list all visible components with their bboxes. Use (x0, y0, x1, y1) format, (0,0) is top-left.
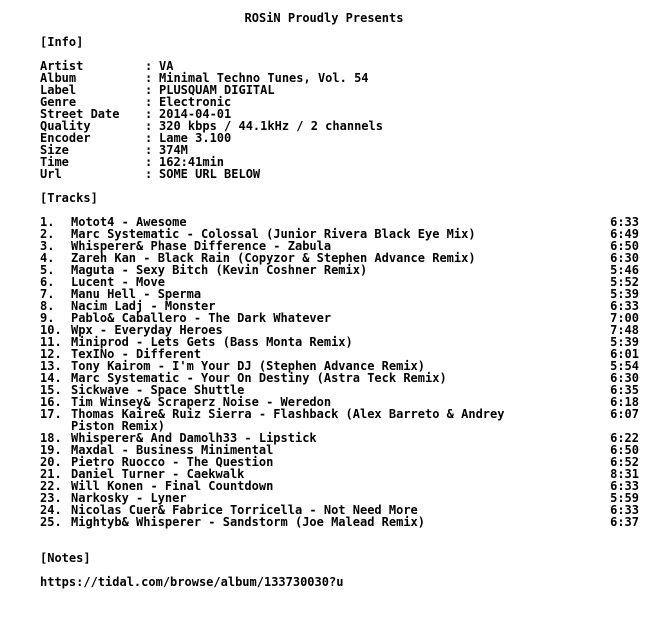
track-number: 23. (40, 491, 62, 505)
track-number: 14. (40, 371, 62, 385)
track-number: 10. (40, 323, 62, 337)
track-title: Maguta - Sexy Bitch (Kevin Coshner Remix) (71, 263, 368, 277)
track-title: Nicolas Cuer& Fabrice Torricella - Not Need More (71, 503, 418, 517)
page-title: ROSiN Proudly Presents (244, 11, 404, 25)
track-title: Marc Systematic - Colossal (Junior Rivera Black Eye Mix) (71, 227, 476, 241)
track-title: Pablo& Caballero - The Dark Whatever (71, 311, 332, 325)
info-row-encoder: Encoder : Lame 3.100 (40, 131, 232, 145)
track-duration: 6:33 (610, 503, 639, 517)
info-row-time: Time : 162:41min (40, 155, 225, 169)
track-title: Narkosky - Lyner (71, 491, 187, 505)
track-number: 2. (40, 227, 55, 241)
info-key: Size (40, 143, 69, 157)
track-duration: 6:35 (610, 383, 639, 397)
track-number: 21. (40, 467, 62, 481)
info-row-genre: Genre : Electronic (40, 95, 232, 109)
info-key: Encoder (40, 131, 91, 145)
track-duration: 6:33 (610, 479, 639, 493)
track-number: 25. (40, 515, 62, 529)
info-value: PLUSQUAM DIGITAL (159, 83, 275, 97)
info-row-size: Size : 374M (40, 143, 188, 157)
track-title-continuation: Piston Remix) (71, 419, 165, 433)
track-title: Maxdal - Business Minimental (71, 443, 274, 457)
track-duration: 7:48 (610, 323, 639, 337)
track-duration: 7:00 (610, 311, 639, 325)
track-duration: 6:49 (610, 227, 639, 241)
track-duration: 5:39 (610, 335, 639, 349)
track-duration: 5:54 (610, 359, 639, 373)
track-duration: 6:30 (610, 371, 639, 385)
track-number: 15. (40, 383, 62, 397)
track-title: Thomas Kaire& Ruiz Sierra - Flashback (Alex Barreto & Andrey (71, 407, 505, 421)
track-number: 18. (40, 431, 62, 445)
track-duration: 5:59 (610, 491, 639, 505)
track-duration: 6:22 (610, 431, 639, 445)
info-value: Electronic (159, 95, 232, 109)
track-number: 20. (40, 455, 62, 469)
track-number: 12. (40, 347, 62, 361)
track-title: Lucent - Move (71, 275, 165, 289)
info-value: 2014-04-01 (159, 107, 232, 121)
info-key: Genre (40, 95, 77, 109)
track-title: Whisperer& And Damolh33 - Lipstick (71, 431, 317, 445)
track-duration: 6:52 (610, 455, 639, 469)
track-duration: 6:18 (610, 395, 639, 409)
info-key: Quality (40, 119, 91, 133)
info-row-url: Url : SOME URL BELOW (40, 167, 261, 181)
track-number: 22. (40, 479, 62, 493)
info-row-quality: Quality : 320 kbps / 44.1kHz / 2 channels (40, 119, 383, 133)
info-value: Lame 3.100 (159, 131, 232, 145)
tracks-heading: [Tracks] (40, 191, 98, 205)
info-key: Artist (40, 59, 84, 73)
track-title: Nacim Ladj - Monster (71, 299, 216, 313)
track-title: Motot4 - Awesome (71, 215, 187, 229)
info-key: Time (40, 155, 69, 169)
track-title: Whisperer& Phase Difference - Zabula (71, 239, 332, 253)
track-title: Daniel Turner - Caekwalk (71, 467, 245, 481)
info-row-album: Album : Minimal Techno Tunes, Vol. 54 (40, 71, 369, 85)
track-number: 4. (40, 251, 55, 265)
info-value: 162:41min (159, 155, 225, 169)
track-duration: 5:52 (610, 275, 639, 289)
notes-heading: [Notes] (40, 551, 91, 565)
track-title: Tony Kairom - I'm Your DJ (Stephen Advance Remix) (71, 359, 426, 373)
track-number: 11. (40, 335, 62, 349)
track-duration: 5:39 (610, 287, 639, 301)
info-row-artist: Artist : VA (40, 59, 174, 73)
info-value: 374M (159, 143, 188, 157)
track-duration: 8:31 (610, 467, 639, 481)
track-number: 6. (40, 275, 55, 289)
track-number: 1. (40, 215, 55, 229)
info-heading: [Info] (40, 35, 84, 49)
track-title: Wpx - Everyday Heroes (71, 323, 223, 337)
track-title: Tim Winsey& Scraperz Noise - Weredon (71, 395, 332, 409)
info-row-label: Label : PLUSQUAM DIGITAL (40, 83, 275, 97)
track-duration: 6:50 (610, 239, 639, 253)
track-title: TexINo - Different (71, 347, 202, 361)
track-number: 13. (40, 359, 62, 373)
track-title: Will Konen - Final Countdown (71, 479, 274, 493)
track-duration: 6:30 (610, 251, 639, 265)
info-value: Minimal Techno Tunes, Vol. 54 (159, 71, 369, 85)
track-duration: 6:33 (610, 215, 639, 229)
track-number: 8. (40, 299, 55, 313)
track-duration: 6:50 (610, 443, 639, 457)
track-number: 17. (40, 407, 62, 421)
track-title: Zareh Kan - Black Rain (Copyzor & Stephen Advance Remix) (71, 251, 476, 265)
track-title: Miniprod - Lets Gets (Bass Monta Remix) (71, 335, 353, 349)
track-title: Mightyb& Whisperer - Sandstorm (Joe Malead Remix) (71, 515, 426, 529)
track-number: 9. (40, 311, 55, 325)
info-key: Label (40, 83, 77, 97)
track-title: Marc Systematic - Your On Destiny (Astra Teck Remix) (71, 371, 447, 385)
track-duration: 6:07 (610, 407, 639, 421)
track-title: Manu Hell - Sperma (71, 287, 202, 301)
info-value: SOME URL BELOW (159, 167, 261, 181)
track-number: 3. (40, 239, 55, 253)
info-value: 320 kbps / 44.1kHz / 2 channels (159, 119, 383, 133)
track-number: 24. (40, 503, 62, 517)
track-duration: 6:33 (610, 299, 639, 313)
info-key: Url (40, 167, 62, 181)
track-number: 7. (40, 287, 55, 301)
info-key: Album (40, 71, 77, 85)
track-number: 5. (40, 263, 55, 277)
track-title: Pietro Ruocco - The Question (71, 455, 274, 469)
track-duration: 6:37 (610, 515, 639, 529)
info-row-street-date: Street Date : 2014-04-01 (40, 107, 232, 121)
info-value: VA (159, 59, 174, 73)
track-number: 19. (40, 443, 62, 457)
track-duration: 5:46 (610, 263, 639, 277)
track-title: Sickwave - Space Shuttle (71, 383, 245, 397)
notes-url: https://tidal.com/browse/album/133730030?u (40, 575, 344, 589)
track-number: 16. (40, 395, 62, 409)
track-duration: 6:01 (610, 347, 639, 361)
track-row (40, 516, 640, 528)
info-key: Street Date (40, 107, 120, 121)
